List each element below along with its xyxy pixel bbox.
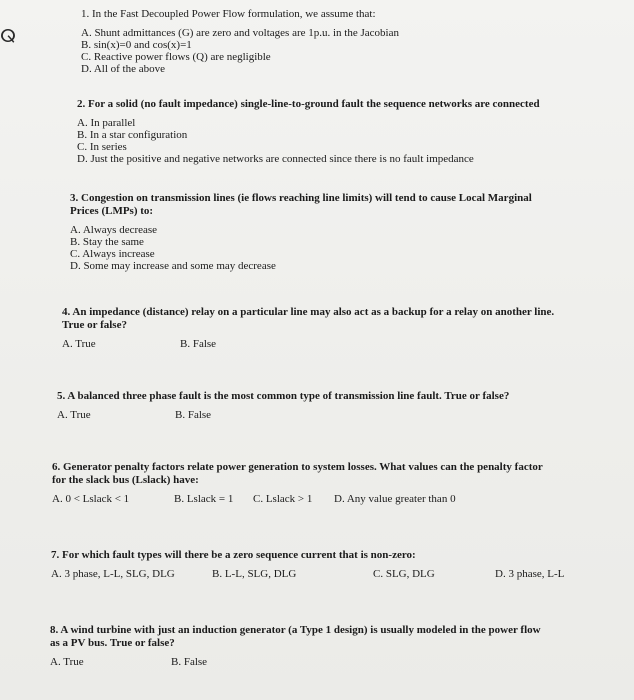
- question-8-option-b: B. False: [171, 656, 208, 668]
- question-4: [62, 306, 582, 352]
- question-4-option-b: B. False: [180, 338, 217, 350]
- question-5: [57, 390, 577, 423]
- question-1: [81, 8, 581, 75]
- question-1-option-d: D. All of the above: [81, 63, 166, 75]
- question-2-option-c: C. In series: [77, 141, 127, 153]
- question-1-option-c: C. Reactive power flows (Q) are negligible: [81, 51, 271, 63]
- question-7-option-a: A. 3 phase, L-L, SLG, DLG: [51, 568, 175, 580]
- question-7-option-d: D. 3 phase, L-L: [495, 568, 565, 580]
- question-2-option-d: D. Just the positive and negative networks are connected since there is no fault impedance: [77, 153, 474, 165]
- question-6-options: [52, 493, 582, 507]
- question-3-option-a: A. Always decrease: [70, 224, 158, 236]
- question-5-option-a: A. True: [57, 409, 91, 421]
- question-4-stem-line-2: True or false?: [62, 319, 127, 331]
- question-7-options: [51, 568, 591, 582]
- question-4-stem-line-1: 4. An impedance (distance) relay on a particular line may also act as a backup for a relay on another line.: [62, 306, 555, 318]
- question-3-stem-line-2: Prices (LMPs) to:: [70, 205, 154, 217]
- question-6-option-a: A. 0 < Lslack < 1: [52, 493, 130, 505]
- question-7-option-b: B. L-L, SLG, DLG: [212, 568, 297, 580]
- question-5-option-b: B. False: [175, 409, 212, 421]
- margin-mark: ⵕ: [0, 26, 16, 46]
- question-3-option-c: C. Always increase: [70, 248, 155, 260]
- question-2: [77, 98, 597, 165]
- question-8-stem: [50, 624, 590, 650]
- question-3-option-d: D. Some may increase and some may decrease: [70, 260, 276, 272]
- question-2-option-b: B. In a star configuration: [77, 129, 188, 141]
- question-6-stem: [52, 461, 582, 487]
- question-4-options: [62, 338, 582, 352]
- question-6-stem-line-1: 6. Generator penalty factors relate power generation to system losses. What values can the penalty factor: [52, 461, 543, 473]
- question-3-stem-line-1: 3. Congestion on transmission lines (ie flows reaching line limits) will tend to cause Local Marginal: [70, 192, 532, 204]
- question-8: [50, 624, 590, 670]
- question-2-stem: 2. For a solid (no fault impedance) single-line-to-ground fault the sequence networks are connected: [77, 98, 540, 110]
- question-8-options: [50, 656, 590, 670]
- question-3-stem: [70, 192, 590, 218]
- question-8-stem-line-1: 8. A wind turbine with just an induction generator (a Type 1 design) is usually modeled in the power flow: [50, 624, 541, 636]
- question-1-stem: 1. In the Fast Decoupled Power Flow formulation, we assume that:: [81, 8, 376, 20]
- question-4-stem: [62, 306, 582, 332]
- question-1-option-b: B. sin(x)=0 and cos(x)=1: [81, 39, 192, 51]
- question-1-option-a: A. Shunt admittances (G) are zero and voltages are 1p.u. in the Jacobian: [81, 27, 399, 39]
- question-7-option-c: C. SLG, DLG: [373, 568, 435, 580]
- question-8-stem-line-2: as a PV bus. True or false?: [50, 637, 175, 649]
- question-6-stem-line-2: for the slack bus (Lslack) have:: [52, 474, 199, 486]
- question-2-option-a: A. In parallel: [77, 117, 136, 129]
- question-7-stem: 7. For which fault types will there be a zero sequence current that is non-zero:: [51, 549, 416, 561]
- question-5-options: [57, 409, 577, 423]
- question-6-option-b: B. Lslack = 1: [174, 493, 234, 505]
- question-6-option-c: C. Lslack > 1: [253, 493, 313, 505]
- question-3: [70, 192, 590, 272]
- question-6: [52, 461, 582, 507]
- question-6-option-d: D. Any value greater than 0: [334, 493, 456, 505]
- question-8-option-a: A. True: [50, 656, 84, 668]
- question-7: [51, 549, 591, 582]
- question-5-stem: 5. A balanced three phase fault is the most common type of transmission line fault. True or false?: [57, 390, 510, 402]
- question-4-option-a: A. True: [62, 338, 96, 350]
- question-3-option-b: B. Stay the same: [70, 236, 144, 248]
